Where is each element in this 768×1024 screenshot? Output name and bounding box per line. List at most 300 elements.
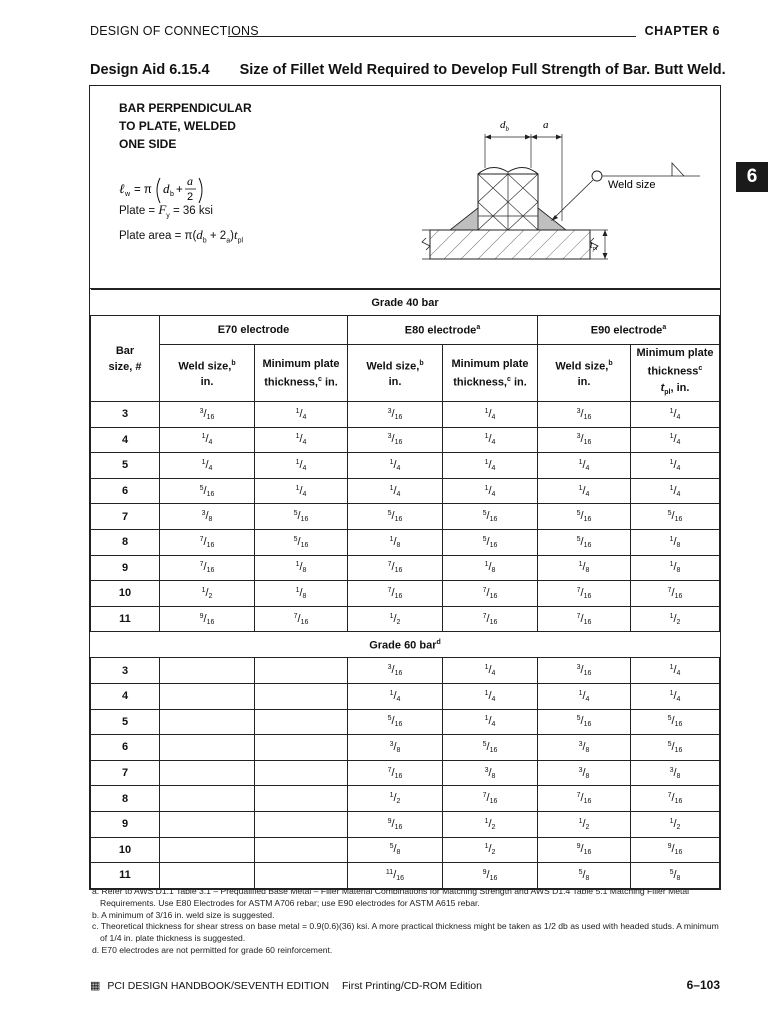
slash: /	[203, 612, 207, 625]
value-cell	[631, 837, 720, 863]
denominator: 16	[674, 516, 683, 524]
value-cell	[255, 606, 348, 632]
weld-size-text: Weld size,	[178, 360, 232, 373]
slash: /	[391, 664, 395, 677]
numerator: 1	[295, 586, 300, 594]
e70-label: E70 electrode	[217, 324, 290, 336]
denominator: 16	[583, 516, 592, 524]
slash: /	[580, 792, 584, 805]
denominator: 4	[676, 413, 681, 421]
value-cell	[538, 555, 631, 581]
value-cell	[631, 555, 720, 581]
slash: /	[582, 458, 586, 471]
value-cell	[443, 786, 538, 812]
value-cell	[443, 555, 538, 581]
slash: /	[673, 484, 677, 497]
design-aid-text: Size of Fillet Weld Required to Develop Full Strength of Bar. Butt Weld.	[239, 62, 726, 78]
fraction	[200, 485, 215, 497]
denominator: 4	[302, 464, 307, 472]
value-cell	[538, 735, 631, 761]
footnote-marker: c	[507, 375, 511, 383]
value-cell	[631, 811, 720, 837]
weld-size-text: Weld size,	[366, 360, 420, 373]
numerator: 1	[484, 433, 489, 441]
denominator: 2	[676, 823, 681, 831]
bar-size-cell: 7	[91, 760, 160, 786]
denominator: 16	[300, 618, 309, 626]
e90-footnote: a	[662, 323, 667, 331]
fraction	[390, 690, 401, 702]
fraction	[386, 869, 404, 881]
value-cell	[443, 658, 538, 684]
numerator: 1	[484, 484, 489, 492]
plate-thickness-header	[255, 345, 348, 402]
value-cell	[348, 555, 443, 581]
denominator: 16	[489, 798, 498, 806]
value-cell	[538, 453, 631, 479]
denominator: 16	[489, 516, 498, 524]
fraction	[485, 485, 496, 497]
denominator: 16	[394, 516, 403, 524]
value-cell	[443, 863, 538, 889]
value-cell	[538, 658, 631, 684]
denominator: 8	[396, 541, 401, 549]
numerator: 5	[199, 484, 204, 492]
bar-size-cell: 10	[91, 581, 160, 607]
numerator: 1	[484, 689, 489, 697]
slash: /	[582, 484, 586, 497]
value-cell	[255, 555, 348, 581]
denominator: 16	[394, 413, 403, 421]
fraction	[483, 587, 498, 599]
fraction	[485, 664, 496, 676]
slash: /	[671, 510, 675, 523]
value-cell	[443, 837, 538, 863]
e80-footnote: a	[476, 323, 481, 331]
slash: /	[203, 561, 207, 574]
fraction	[390, 536, 401, 548]
denominator: 8	[302, 592, 307, 600]
value-cell	[160, 427, 255, 453]
value-cell	[443, 606, 538, 632]
thickness-text: thickness,	[264, 376, 318, 389]
slash: /	[486, 868, 490, 881]
fraction	[483, 613, 498, 625]
denominator: 4	[491, 490, 496, 498]
table-row	[91, 760, 720, 786]
numerator: 1	[295, 458, 300, 466]
numerator: 1	[389, 484, 394, 492]
slash: /	[391, 817, 395, 830]
value-cell	[255, 683, 348, 709]
value-cell	[160, 555, 255, 581]
value-cell	[160, 786, 255, 812]
fraction	[200, 561, 215, 573]
pci-logo-icon: ▦	[90, 980, 101, 992]
numerator: 1	[578, 458, 583, 466]
bar-size-cell: 5	[91, 709, 160, 735]
svg-text:+: +	[176, 184, 183, 196]
numerator: 1	[201, 458, 206, 466]
value-cell	[160, 658, 255, 684]
value-cell	[631, 760, 720, 786]
slash: /	[488, 561, 492, 574]
slash: /	[488, 817, 492, 830]
svg-text:w: w	[125, 191, 131, 198]
numerator: 3	[578, 740, 583, 748]
fraction	[579, 485, 590, 497]
numerator: 3	[387, 407, 392, 415]
numerator: 7	[387, 586, 392, 594]
value-cell	[538, 529, 631, 555]
numerator: 1	[578, 689, 583, 697]
denominator: 16	[394, 592, 403, 600]
fraction	[296, 561, 307, 573]
value-cell	[348, 786, 443, 812]
e80-header	[348, 316, 538, 345]
fraction	[200, 408, 215, 420]
value-cell	[443, 683, 538, 709]
db-main: d	[500, 119, 506, 131]
numerator: 9	[482, 868, 487, 876]
slash: /	[205, 458, 209, 471]
table-row	[91, 786, 720, 812]
slash: /	[671, 715, 675, 728]
value-cell	[348, 529, 443, 555]
slash: /	[580, 715, 584, 728]
value-cell	[255, 786, 348, 812]
value-cell	[443, 581, 538, 607]
numerator: 7	[576, 792, 581, 800]
fraction	[388, 715, 403, 727]
fraction	[668, 587, 683, 599]
table-row	[91, 529, 720, 555]
fraction	[577, 792, 592, 804]
footnote-d: d. E70 electrodes are not permitted for grade 60 reinforcement.	[92, 944, 333, 955]
numerator: 5	[576, 715, 581, 723]
grade60-band-body	[91, 632, 720, 658]
electrode-header-row	[91, 316, 720, 345]
denominator: 8	[676, 567, 681, 575]
numerator: 5	[576, 535, 581, 543]
denominator: 16	[394, 823, 403, 831]
numerator: 5	[578, 868, 583, 876]
slash: /	[671, 740, 675, 753]
slash: /	[488, 766, 492, 779]
table-row	[91, 555, 720, 581]
fraction	[200, 613, 215, 625]
slash: /	[488, 843, 492, 856]
diagram-heading-line-2: TO PLATE, WELDED	[119, 119, 236, 133]
numerator: 1	[484, 561, 489, 569]
footnote-marker: b	[231, 359, 236, 367]
value-cell	[538, 811, 631, 837]
value-cell	[255, 863, 348, 889]
value-cell	[348, 863, 443, 889]
denominator: 16	[583, 849, 592, 857]
fraction	[388, 510, 403, 522]
tpl-sub: pl	[592, 246, 598, 252]
slash: /	[393, 868, 397, 881]
leg-size-label: a	[543, 119, 549, 131]
slash: /	[673, 766, 677, 779]
slash: /	[582, 689, 586, 702]
table-row	[91, 478, 720, 504]
slash: /	[297, 510, 301, 523]
slash: /	[580, 407, 584, 420]
value-cell	[348, 478, 443, 504]
numerator: 3	[389, 740, 394, 748]
slash: /	[580, 612, 584, 625]
denominator: 8	[585, 874, 590, 882]
numerator: 3	[201, 510, 206, 518]
value-cell	[443, 811, 538, 837]
slash: /	[391, 433, 395, 446]
denominator: 8	[396, 849, 401, 857]
numerator: 1	[295, 407, 300, 415]
fraction	[577, 433, 592, 445]
denominator: 16	[674, 592, 683, 600]
slash: /	[391, 407, 395, 420]
denominator: 16	[583, 721, 592, 729]
design-aid-label: Design Aid 6.15.4	[90, 62, 210, 78]
slash: /	[299, 484, 303, 497]
slash: /	[486, 792, 490, 805]
e80-label: E80 electrode	[404, 324, 477, 337]
slash: /	[673, 433, 677, 446]
equation-plate-strength: Plate = $F_y = 36$ ksi	[119, 202, 213, 220]
value-cell	[160, 837, 255, 863]
chapter-tab: 6	[736, 162, 768, 192]
value-cell	[631, 683, 720, 709]
diagram-heading	[119, 99, 289, 153]
slash: /	[203, 535, 207, 548]
numerator: 1	[578, 484, 583, 492]
running-header-left: DESIGN OF CONNECTIONS	[90, 24, 259, 38]
value-cell	[538, 606, 631, 632]
slash: /	[488, 407, 492, 420]
unit-text: in.	[510, 376, 527, 389]
denominator: 8	[676, 874, 681, 882]
numerator: 1	[389, 535, 394, 543]
slash: /	[297, 612, 301, 625]
slash: /	[673, 407, 677, 420]
numerator: 5	[389, 843, 394, 851]
value-cell	[348, 683, 443, 709]
denominator: 4	[676, 439, 681, 447]
slash: /	[671, 586, 675, 599]
footnotes	[92, 886, 722, 957]
slash: /	[580, 433, 584, 446]
fraction	[485, 433, 496, 445]
value-cell	[631, 504, 720, 530]
value-cell	[538, 504, 631, 530]
value-cell	[160, 811, 255, 837]
weld-size-header	[538, 345, 631, 402]
diagram-heading-line-1: BAR PERPENDICULAR	[119, 101, 252, 115]
weld-size-table	[90, 289, 720, 889]
slash: /	[673, 612, 677, 625]
denominator: 16	[206, 567, 215, 575]
footnote-b: b. A minimum of 3/16 in. weld size is suggested.	[92, 909, 275, 920]
bar-size-cell: 5	[91, 453, 160, 479]
plate-thickness-header	[631, 345, 720, 402]
denominator: 2	[491, 849, 496, 857]
value-cell	[255, 402, 348, 428]
book-title: PCI DESIGN HANDBOOK/SEVENTH EDITION	[107, 980, 330, 992]
slash: /	[580, 535, 584, 548]
slash: /	[391, 510, 395, 523]
table-row	[91, 658, 720, 684]
slash: /	[299, 586, 303, 599]
fraction	[202, 459, 213, 471]
fraction	[577, 510, 592, 522]
fraction	[668, 510, 683, 522]
fraction	[390, 613, 401, 625]
denominator: 16	[489, 541, 498, 549]
slash: /	[486, 535, 490, 548]
numerator: 11	[385, 868, 394, 876]
denominator: 4	[208, 464, 213, 472]
value-cell	[160, 453, 255, 479]
fraction	[670, 664, 681, 676]
denominator: 2	[491, 823, 496, 831]
numerator: 7	[293, 612, 298, 620]
value-cell	[443, 402, 538, 428]
value-cell	[160, 529, 255, 555]
fraction	[483, 536, 498, 548]
slash: /	[486, 612, 490, 625]
value-cell	[631, 606, 720, 632]
denominator: 16	[583, 592, 592, 600]
denominator: 2	[396, 618, 401, 626]
fraction	[670, 485, 681, 497]
value-cell	[160, 735, 255, 761]
printing-edition: First Printing/CD-ROM Edition	[341, 980, 482, 992]
weld-detail-drawing	[410, 106, 710, 284]
fraction	[577, 715, 592, 727]
fraction	[670, 433, 681, 445]
weld-size-header	[160, 345, 255, 402]
fraction	[294, 613, 309, 625]
denominator: 16	[300, 516, 309, 524]
value-cell	[538, 837, 631, 863]
denominator: 4	[396, 490, 401, 498]
fraction	[388, 818, 403, 830]
slash: /	[582, 868, 586, 881]
denominator: 4	[491, 464, 496, 472]
fraction	[579, 869, 590, 881]
column-header-row	[91, 345, 720, 402]
fraction	[579, 690, 590, 702]
value-cell	[538, 786, 631, 812]
fraction	[483, 741, 498, 753]
fraction	[579, 818, 590, 830]
bar-size-cell: 4	[91, 427, 160, 453]
weld-size-header	[348, 345, 443, 402]
slash: /	[582, 766, 586, 779]
table-row	[91, 427, 720, 453]
fraction	[577, 664, 592, 676]
design-aid-title	[90, 62, 726, 78]
value-cell	[348, 658, 443, 684]
fraction	[579, 561, 590, 573]
numerator: 1	[484, 664, 489, 672]
grade60-rows	[91, 658, 720, 888]
slash: /	[488, 715, 492, 728]
numerator: 3	[484, 766, 489, 774]
grade40-band	[91, 290, 720, 316]
numerator: 5	[482, 740, 487, 748]
numerator: 1	[295, 561, 300, 569]
slash: /	[205, 586, 209, 599]
value-cell	[631, 453, 720, 479]
value-cell	[538, 709, 631, 735]
fraction	[670, 690, 681, 702]
value-cell	[255, 658, 348, 684]
fraction	[388, 664, 403, 676]
denominator: 16	[583, 798, 592, 806]
footnote-c: c. Theoretical thickness for shear stress on base metal = 0.9(0.6)(36) ksi. A more practical thickness might be taken as 1/2 db as used with headed studs. A minimum of 1/4 in. plate thickness is suggested.	[92, 921, 719, 944]
equation-plate-area: Plate area = $\pi(d_b + 2_a)t_{pl}$	[119, 227, 244, 245]
denominator: 16	[674, 746, 683, 754]
numerator: 3	[576, 664, 581, 672]
numerator: 1	[389, 612, 394, 620]
value-cell	[631, 427, 720, 453]
value-cell	[443, 709, 538, 735]
slash: /	[391, 586, 395, 599]
slash: /	[673, 561, 677, 574]
db-sub: b	[505, 125, 509, 133]
fraction	[670, 536, 681, 548]
value-cell	[255, 504, 348, 530]
denominator: 16	[674, 721, 683, 729]
slash: /	[580, 843, 584, 856]
bar-size-cell: 7	[91, 504, 160, 530]
plate-thickness-label	[590, 240, 598, 252]
numerator: 1	[669, 433, 674, 441]
numerator: 1	[389, 792, 394, 800]
value-cell	[631, 709, 720, 735]
value-cell	[348, 735, 443, 761]
bar-size-cell: 3	[91, 402, 160, 428]
value-cell	[538, 760, 631, 786]
denominator: 16	[489, 746, 498, 754]
numerator: 1	[669, 407, 674, 415]
numerator: 1	[669, 484, 674, 492]
unit-text: in.	[200, 376, 214, 389]
slash: /	[671, 792, 675, 805]
svg-text:d: d	[163, 181, 170, 196]
value-cell	[631, 478, 720, 504]
slash: /	[393, 535, 397, 548]
numerator: 1	[578, 561, 583, 569]
value-cell	[255, 735, 348, 761]
value-cell	[631, 658, 720, 684]
denominator: 8	[585, 746, 590, 754]
value-cell	[443, 529, 538, 555]
bar-size-cell: 6	[91, 735, 160, 761]
value-cell	[160, 709, 255, 735]
fraction	[200, 536, 215, 548]
page-footer	[90, 979, 482, 992]
fraction	[670, 767, 681, 779]
fraction	[296, 433, 307, 445]
numerator: 7	[199, 535, 204, 543]
bar-diameter-label	[500, 119, 510, 133]
numerator: 1	[578, 817, 583, 825]
fraction	[390, 843, 401, 855]
